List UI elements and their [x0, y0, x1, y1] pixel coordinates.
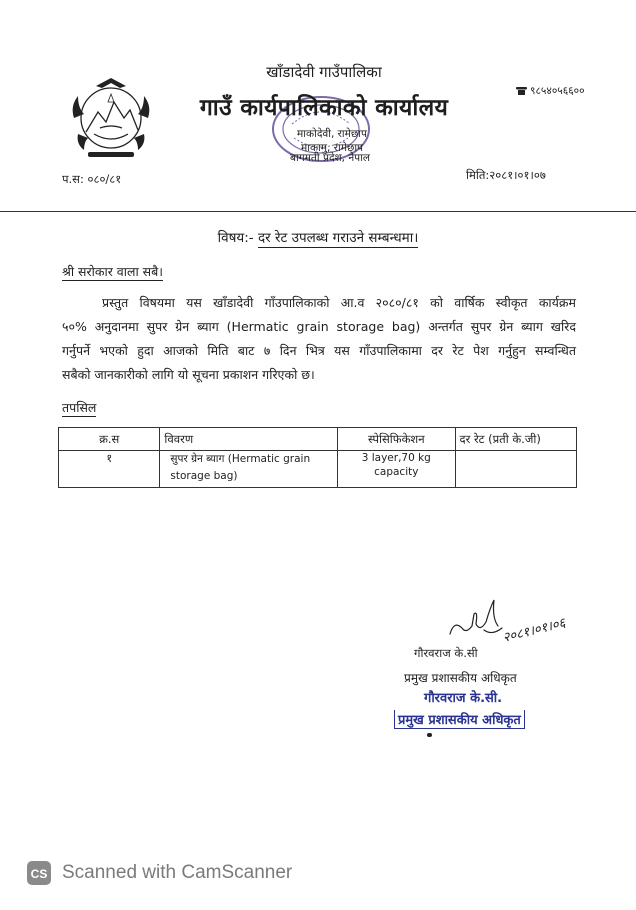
- header-divider: [0, 211, 636, 212]
- telephone-icon: [516, 87, 527, 95]
- body-line-3: गर्नुपर्ने भएको हुदा आजको मिति बाट ७ दिन भित्र यस गाँउपालिकामा दर रेट पेश गर्नुहुन सम्वन्धित: [62, 343, 576, 358]
- details-label: तपसिल: [62, 400, 97, 415]
- phone-number: [516, 84, 585, 98]
- reference-number: प.स: ०८०/८१: [62, 172, 122, 186]
- office-title: गाउँ कार्यपालिकाको कार्यालय: [199, 95, 449, 121]
- body-line-1: प्रस्तुत विषयमा यस खाँडादेवी गाँउपालिकाको आ.व २०८०/८१ को वार्षिक स्वीकृत कार्यक्रम: [102, 295, 576, 310]
- subject-line: [0, 228, 636, 246]
- body-line-2: ५०% अनुदानमा सुपर ग्रेन ब्याग (Hermatic grain storage bag) अन्तर्गत सुपर ग्रेन ब्याग खरिद: [62, 319, 576, 334]
- items-table: [58, 427, 577, 488]
- rubber-stamp-title: प्रमुख प्रशासकीय अधिकृत: [394, 710, 525, 729]
- letter-date: मिति:२०८१।०१।०७: [466, 168, 546, 182]
- cell-description: सुपर ग्रेन ब्याग (Hermatic grain storage bag): [160, 451, 338, 488]
- header-serial: क्र.स: [59, 428, 160, 451]
- address-line-1: माकोदेवी, रामेछाप: [297, 128, 367, 140]
- municipality-name: खाँडादेवी गाउँपालिका: [266, 63, 382, 81]
- address-line-2: माकामु, रामेछाप: [300, 142, 364, 154]
- address-line-3: बागमती प्रदेश, नेपाल: [290, 152, 370, 164]
- signature-date: २०८१।०१।०६: [501, 615, 568, 646]
- subject-text: दर रेट उपलब्ध गराउने सम्बन्धमा।: [257, 230, 419, 246]
- table-header-row: [59, 428, 577, 451]
- cell-serial: १: [59, 451, 160, 488]
- body-line-4: सबैको जानकारीको लागि यो सूचना प्रकाशन गरिएको छ।: [62, 367, 315, 382]
- cell-rate: [455, 451, 576, 488]
- signer-title: प्रमुख प्रशासकीय अधिकृत: [404, 671, 517, 685]
- camscanner-logo-icon: [26, 860, 52, 886]
- header-rate: दर रेट (प्रती के.जी): [455, 428, 576, 451]
- svg-text:CS: CS: [30, 867, 48, 881]
- rubber-stamp-name: गौरवराज के.सी.: [424, 691, 503, 706]
- subject-prefix: विषय:-: [217, 230, 258, 246]
- table-row: [59, 451, 577, 488]
- phone-number-text: ९८५४०५६६००: [530, 85, 585, 97]
- header-specification: स्पेसिफिकेशन: [338, 428, 455, 451]
- signer-name: गौरवराज के.सी: [414, 646, 478, 660]
- salutation: श्री सरोकार वाला सबै।: [62, 264, 163, 279]
- ink-dot: [427, 733, 432, 737]
- handwritten-signature: [444, 590, 584, 650]
- cell-specification: 3 layer,70 kg capacity: [338, 451, 455, 488]
- camscanner-label: Scanned with CamScanner: [62, 862, 293, 883]
- header-description: विवरण: [160, 428, 338, 451]
